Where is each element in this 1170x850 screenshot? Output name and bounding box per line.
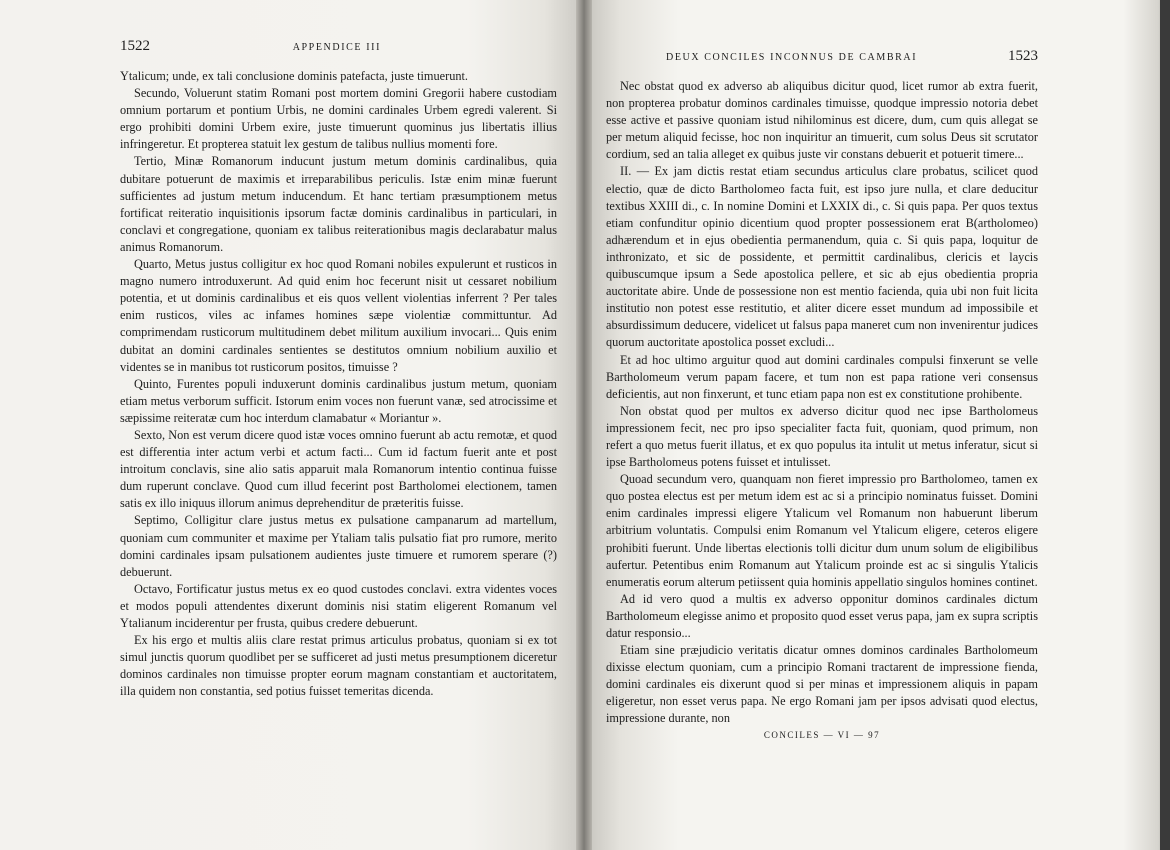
right-running-head: DEUX CONCILES INCONNUS DE CAMBRAI [666, 52, 918, 63]
right-paragraph: Nec obstat quod ex adverso ab aliquibus dicitur quod, licet rumor ab extra fuerit, non propterea probatur dominos cardinales timuisse, quodque impressio notoria debet esse active et passive quoniam istud nihilominus est dicere, dum, cum quis allegat se per metum aliquid fecisse, hoc non inquiritur an timuerit, cum solus Deus sit scrutator cordium, sed an talia alleget ex quibus juste vir constans debuerit et potuerit timere... [606, 79, 1038, 162]
left-paragraph: Sexto, Non est verum dicere quod istæ voces omnino fuerunt ab actu remotæ, et quod est differentia inter actum verbi et actum facti... Cum id factum fuerit ante et post introitum conclavis, sine alio satis apparuit mala Romanorum intentio continua fuisse dum ruperunt conclave. Quod cum illud fecerint post Bartholomei electionem, tamen satis ex illo iniquus illorum animus deprehenditur de præteritis fuisse. [120, 427, 557, 511]
right-paragraph: Etiam sine præjudicio veritatis dicatur omnes dominos cardinales Bartholomeum dixisse electum quoniam, cum a principio Romani tractarent de impressione fienda, domini cardinales eis dixerunt quod si per minas et impressionem aliquis in papam eligeretur, non esset verus papa. Ne ergo Romani jam per ipsos advisati quod electus, impressione durante, non [606, 643, 1038, 726]
left-running-head: APPENDICE III [292, 42, 381, 53]
left-paragraph: Septimo, Colligitur clare justus metus ex pulsatione campanarum ad martellum, quoniam cum communiter et maxime per Ytaliam talis pulsatio fiat pro rumore, merito domini cardinales ipsam pulsationem audientes juste timuere et rumorem sperare (?) debuerunt. [120, 513, 557, 579]
left-paragraph: Quarto, Metus justus colligitur ex hoc quod Romani nobiles expulerunt et rusticos in magno numero introduxerunt. Ad quid enim hoc fecerunt nisit ut cessaret nobilium potentia, et ut dominis cardinalibus et eis quos vellent violentias inferrent ? Per tales enim rusticos, viles ac infames homines sæpe violentiæ committuntur. Ad comprimendam rusticorum multitudinem debet militum auxilium invocari... Quis enim dubitat an domini cardinales sentientes se destitutos omnium nobilium auxilio et videntes se in manibus tot rusticorum positos, timuisse ? [120, 257, 557, 374]
left-paragraph: Ytalicum; unde, ex tali conclusione dominis patefacta, juste timuerunt. [120, 69, 468, 83]
right-body-text [606, 78, 1038, 728]
left-paragraph: Quinto, Furentes populi induxerunt dominis cardinalibus justum metum, quoniam etiam metus verborum sufficit. Istorum enim voces non fuerunt vanæ, sed atrocissime et sæpissime reiteratæ cum hoc interdum clamabatur « Moriantur ». [120, 376, 557, 425]
right-paragraph: Quoad secundum vero, quanquam non fieret impressio pro Bartholomeo, tamen ex quo postea electus est per metum idem est ac si a principio nominatus fuisset. Domini enim cardinales impressi eligere Ytalicum vel Romanum non habuerunt liberum arbitrium voluntatis. Compulsi enim Romanum vel Ytalicum eligere, ceteros eligere prohibiti fuerunt. Unde libertas electionis tolli dicitur dum unum solum de eligibilibus aufertur. Petentibus enim Romanum aut Ytalicum proinde est ac si singulis Ytalicis enumeratis eorum alterum petiissent quia hominis appellatio singulos homines continet. [606, 472, 1038, 589]
right-paragraph: Et ad hoc ultimo arguitur quod aut domini cardinales compulsi finxerunt se velle Bartholomeum verum papam facere, et tum non est papa ratione veri consensus deficientis, aut non finxerunt, et tunc etiam papa non est ex constitutione prohibente. [606, 352, 1038, 401]
left-paragraph: Ex his ergo et multis aliis clare restat primus articulus probatus, quoniam si ex tot simul junctis quorum quodlibet per se sufficeret ad justi metus presumptionem diceretur dominos cardinales non timuisse propter eorum magnam constantiam et auctoritatem, illa quidem non constantia, sed potius fuisset temeritas dicenda. [120, 633, 557, 699]
left-body-text [120, 68, 557, 700]
left-running-header [120, 38, 557, 58]
right-page-number: 1523 [1008, 48, 1038, 64]
right-running-header [606, 48, 1038, 68]
right-page [585, 0, 1170, 850]
left-page-number: 1522 [120, 38, 150, 54]
page-edge-shadow [1160, 0, 1170, 850]
left-paragraph: Secundo, Voluerunt statim Romani post mortem domini Gregorii habere custodiam omnium portarum et pontium Urbis, ne domini cardinales Urbem egredi valerent. Si ergo prohibiti domini Urbem exire, juste timuerunt quominus jus libertatis illius infringeretur. Et propterea statuit lex gestum de talibus nullius momenti fore. [120, 86, 557, 152]
book-gutter [576, 0, 592, 850]
left-paragraph: Octavo, Fortificatur justus metus ex eo quod custodes conclavi. extra videntes voces et modos populi attendentes dixerunt dominis nisi statim eligerent Romanum vel Ytalianum inciderentur per frusta, quibus credere debuerunt. [120, 581, 557, 630]
right-paragraph: Ad id vero quod a multis ex adverso opponitur dominos cardinales dictum Bartholomeum elegisse animo et proposito quod esset verus papa, jam ex supra scriptis datur responsio... [606, 591, 1038, 640]
left-paragraph: Tertio, Minæ Romanorum inducunt justum metum dominis cardinalibus, quia dubitare potuerunt de maximis et irreparabilibus periculis. Istæ enim minæ fuerunt sufficientes ad justum metum inducendum. Et hanc tertiam præsumptionem metus fortificat reiteratio inquisitionis ipsorum factæ dominis cardinalibus in particulari, in conclavi et congregatione, quoniam ex talibus reiterationibus magis declarabatur malus animus Romanorum. [120, 154, 557, 254]
right-paragraph: II. — Ex jam dictis restat etiam secundus articulus clare probatus, scilicet quod electio, quæ de dicto Bartholomeo facta fuit, est ipso jure nulla, et clare deducitur textibus XXIII di., c. In nomine Domini et LXXIX di., c. Si quis papa. Per quos textus etiam confunditur opinio dicentium quod propter possessionem erat B(artholomeo) adhærendum et in ejus obedientia permanendum, quia c. Si quis papa, loquitur de inthronizato, et sic de possidente, et permittit cardinalibus, clericis et laycis quibuscumque ipsum a Sede apostolica pellere, et sic ab ejus obedientia propria auctoritate abire. Unde de possessione non est mentio facienda, quia ubi non fuit licita institutio non potest esse restitutio, et aliter dicere esset mundum ad impossibile et absurdissimum deducere, videlicet ut falsus papa maneret cum non invenirentur judices quorum auctoritate apostolica posset excludi... [606, 164, 1038, 350]
right-paragraph: Non obstat quod per multos ex adverso dicitur quod nec ipse Bartholomeus impressionem fecit, nec pro ipso specialiter facta fuit, quoniam, quod primum, non refert a quo metus fuerit illatus, et ex quo populus ita intulit ut metus inferatur, sicut si ipse Bartholomeus potens fuisset et intulisset. [606, 403, 1038, 470]
signature-folio: CONCILES — VI — 97 [763, 729, 881, 740]
